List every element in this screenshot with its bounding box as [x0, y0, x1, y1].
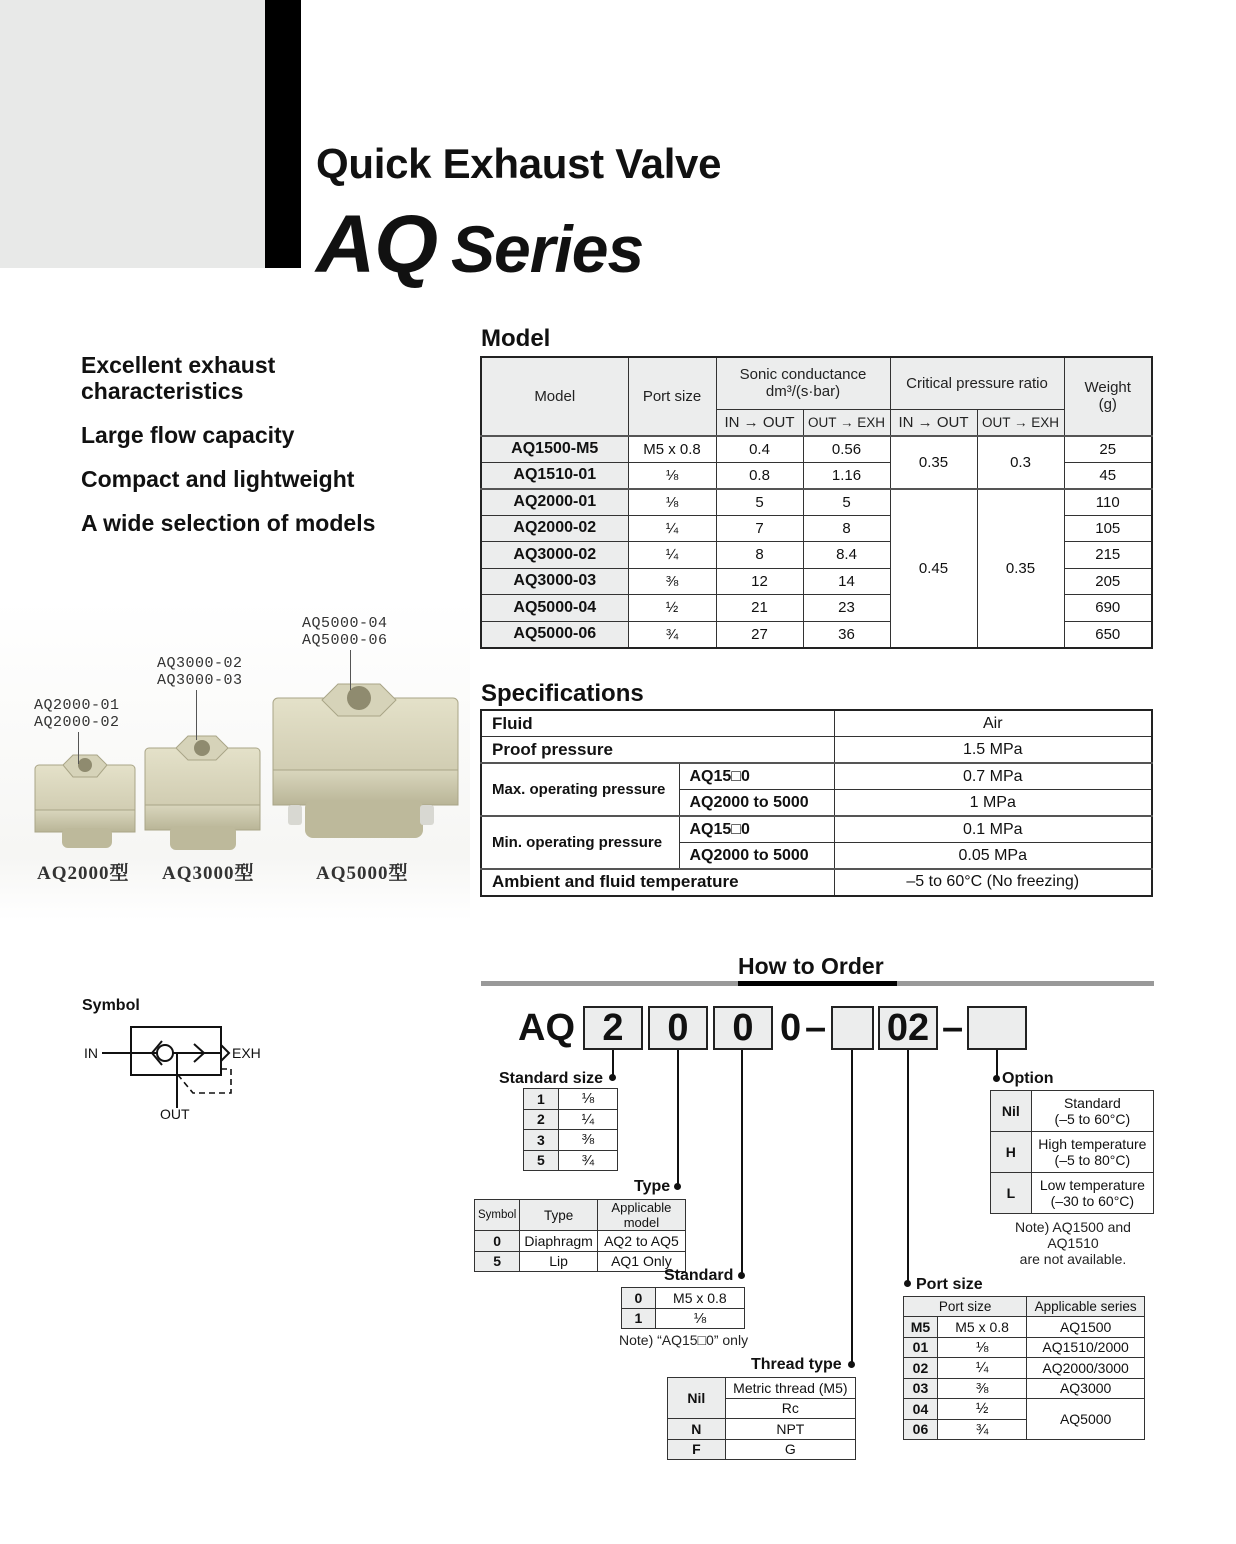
table-row: AQ1500-M5 M5 x 0.8 0.4 0.56 0.35 0.3 25 — [481, 436, 1152, 463]
standard-size-label: Standard size — [499, 1070, 604, 1087]
order-code-option-box — [967, 1006, 1027, 1050]
order-code-dash: – — [805, 1007, 827, 1049]
table-row: 01 ⅛ AQ1510/2000 — [904, 1337, 1145, 1358]
critical-ratio-in-out: 0.35 — [890, 436, 977, 489]
thread-type-table — [667, 1377, 856, 1460]
spec-row-min-pressure: AQ2000 to 5000 0.05 MPa — [481, 843, 1152, 870]
port-size-table: Port size Applicable series M5 M5 x 0.8 AQ1500 01 ⅛ AQ1510/2000 02 ¼ AQ2000/3000 03 ⅜ AQ3000 04 ½ AQ5000 06 ¾ — [903, 1296, 1145, 1440]
standard-note: Note) “AQ15□0” only — [619, 1332, 749, 1348]
spec-row-proof-pressure: Proof pressure 1.5 MPa — [481, 737, 1152, 764]
symbol-out-label: OUT — [160, 1106, 190, 1122]
page-title: Quick Exhaust Valve — [316, 140, 722, 187]
col-header-in-out: IN → OUT — [716, 409, 803, 436]
table-row: N NPT — [668, 1419, 856, 1440]
spec-row-fluid: Fluid Air — [481, 710, 1152, 737]
spec-row-max-pressure: Max. operating pressure AQ15□0 0.7 MPa — [481, 763, 1152, 790]
col-header-out-exh: OUT → EXH — [977, 409, 1064, 436]
connector-dot — [904, 1280, 911, 1287]
table-row: Nil Standard (–5 to 60°C) — [991, 1091, 1154, 1132]
spec-section-title: Specifications — [481, 680, 644, 707]
header-black-bar — [265, 0, 301, 268]
divider-accent — [738, 981, 897, 986]
thread-type-label: Thread type — [751, 1356, 842, 1373]
spec-row-max-pressure: AQ2000 to 5000 1 MPa — [481, 790, 1152, 817]
series-prefix: AQ — [316, 199, 437, 290]
table-row: H High temperature (–5 to 80°C) — [991, 1132, 1154, 1173]
col-header-weight: Weight (g) — [1064, 357, 1152, 436]
table-row: AQ1510-01 ⅛ 0.8 1.16 45 — [481, 462, 1152, 489]
series-title — [316, 200, 643, 294]
table-row: AQ2000-01 ⅛ 5 5 0.45 0.35 110 — [481, 489, 1152, 516]
col-header-in-out: IN → OUT — [890, 409, 977, 436]
table-row: 1 ⅛ — [622, 1308, 745, 1329]
order-code-type-box: 0 — [648, 1006, 708, 1050]
leader-line — [350, 650, 351, 690]
order-code-port-box: 02 — [878, 1006, 938, 1050]
connector-dot — [738, 1272, 745, 1279]
table-row: F G — [668, 1439, 856, 1460]
feature-item: Compact and lightweight — [81, 466, 355, 492]
table-row: 04 ½ AQ5000 — [904, 1399, 1145, 1420]
critical-ratio-out-exh: 0.3 — [977, 436, 1064, 489]
connector-line — [907, 1050, 909, 1283]
col-header-critical-pressure-ratio: Critical pressure ratio — [890, 357, 1064, 409]
standard-label: Standard — [664, 1267, 734, 1284]
connector-dot — [993, 1075, 1000, 1082]
symbol-in-label: IN — [84, 1045, 98, 1061]
type-label: AQ5000型 — [316, 863, 409, 884]
table-row: AQ5000-04 ½ 21 23 690 — [481, 595, 1152, 622]
type-table: Symbol Type Applicable model 0 Diaphragm AQ2 to AQ5 5 Lip AQ1 Only — [474, 1199, 686, 1272]
standard-table — [621, 1287, 745, 1329]
connector-dot — [848, 1361, 855, 1368]
port-size-label: Port size — [916, 1276, 983, 1293]
connector-line — [851, 1050, 853, 1365]
order-code-prefix: AQ — [518, 1007, 575, 1049]
feature-item: Excellent exhaust characteristics — [81, 352, 276, 404]
table-row: 03 ⅜ AQ3000 — [904, 1378, 1145, 1399]
table-row: AQ5000-06 ¾ 27 36 650 — [481, 621, 1152, 648]
connector-line — [677, 1050, 679, 1186]
connector-line — [741, 1050, 743, 1275]
feature-list — [81, 352, 461, 554]
table-row: 5 Lip AQ1 Only — [475, 1251, 686, 1272]
type-label: AQ2000型 — [37, 863, 130, 884]
connector-dot — [609, 1074, 616, 1081]
type-label: Type — [634, 1178, 671, 1195]
spec-table — [480, 709, 1153, 897]
col-header-out-exh: OUT → EXH — [803, 409, 890, 436]
product-photo — [0, 600, 470, 920]
table-row: 5 ¾ — [524, 1150, 618, 1171]
feature-item: A wide selection of models — [81, 510, 376, 536]
table-row: AQ3000-02 ¼ 8 8.4 215 — [481, 542, 1152, 569]
table-row: 02 ¼ AQ2000/3000 — [904, 1358, 1145, 1379]
option-note: Note) AQ1500 and AQ1510 are not available. — [1015, 1219, 1131, 1267]
table-row: Rc — [668, 1398, 856, 1419]
table-row: 06 ¾ — [904, 1419, 1145, 1440]
order-code-dash: – — [942, 1007, 964, 1049]
table-row: AQ3000-03 ⅜ 12 14 205 — [481, 568, 1152, 595]
table-row: L Low temperature (–30 to 60°C) — [991, 1173, 1154, 1214]
type-label: AQ3000型 — [162, 863, 255, 884]
feature-item: Large flow capacity — [81, 422, 295, 448]
callout-aq5000: AQ5000-04 AQ5000-06 — [302, 615, 388, 649]
table-row: 3 ⅜ — [524, 1130, 618, 1151]
order-code-standard-box: 0 — [713, 1006, 773, 1050]
symbol-title: Symbol — [82, 997, 140, 1014]
table-row: Nil Metric thread (M5) — [668, 1378, 856, 1399]
table-row: 0 Diaphragm AQ2 to AQ5 — [475, 1231, 686, 1252]
table-row: 2 ¼ — [524, 1109, 618, 1130]
col-header-model: Model — [481, 357, 628, 436]
standard-size-table — [523, 1088, 618, 1171]
callout-aq2000: AQ2000-01 AQ2000-02 — [34, 697, 120, 731]
table-row: 1 ⅛ — [524, 1089, 618, 1110]
spec-row-temperature: Ambient and fluid temperature –5 to 60°C (No freezing) — [481, 869, 1152, 896]
col-header-sonic-conductance: Sonic conductance dm³/(s·bar) — [716, 357, 890, 409]
option-table — [990, 1090, 1154, 1214]
col-header-port-size: Port size — [628, 357, 716, 436]
callout-aq3000: AQ3000-02 AQ3000-03 — [157, 655, 243, 689]
leader-line — [78, 732, 79, 764]
leader-line — [196, 690, 197, 740]
order-code-fixed: 0 — [780, 1007, 802, 1049]
spec-row-min-pressure: Min. operating pressure AQ15□0 0.1 MPa — [481, 816, 1152, 843]
pneumatic-symbol — [80, 1020, 280, 1130]
series-suffix: Series — [451, 212, 644, 286]
how-to-order-title: How to Order — [738, 953, 884, 979]
header-gray-block — [0, 0, 265, 268]
option-label: Option — [1002, 1070, 1054, 1087]
model-table — [480, 356, 1153, 649]
connector-dot — [674, 1183, 681, 1190]
order-code-size-box: 2 — [583, 1006, 643, 1050]
symbol-exh-label: EXH — [232, 1045, 261, 1061]
critical-ratio-out-exh: 0.35 — [977, 489, 1064, 648]
order-code-thread-box — [831, 1006, 874, 1050]
critical-ratio-in-out: 0.45 — [890, 489, 977, 648]
table-row: AQ2000-02 ¼ 7 8 105 — [481, 515, 1152, 542]
model-section-title: Model — [481, 325, 551, 352]
table-row: 0 M5 x 0.8 — [622, 1288, 745, 1309]
table-row: M5 M5 x 0.8 AQ1500 — [904, 1317, 1145, 1338]
